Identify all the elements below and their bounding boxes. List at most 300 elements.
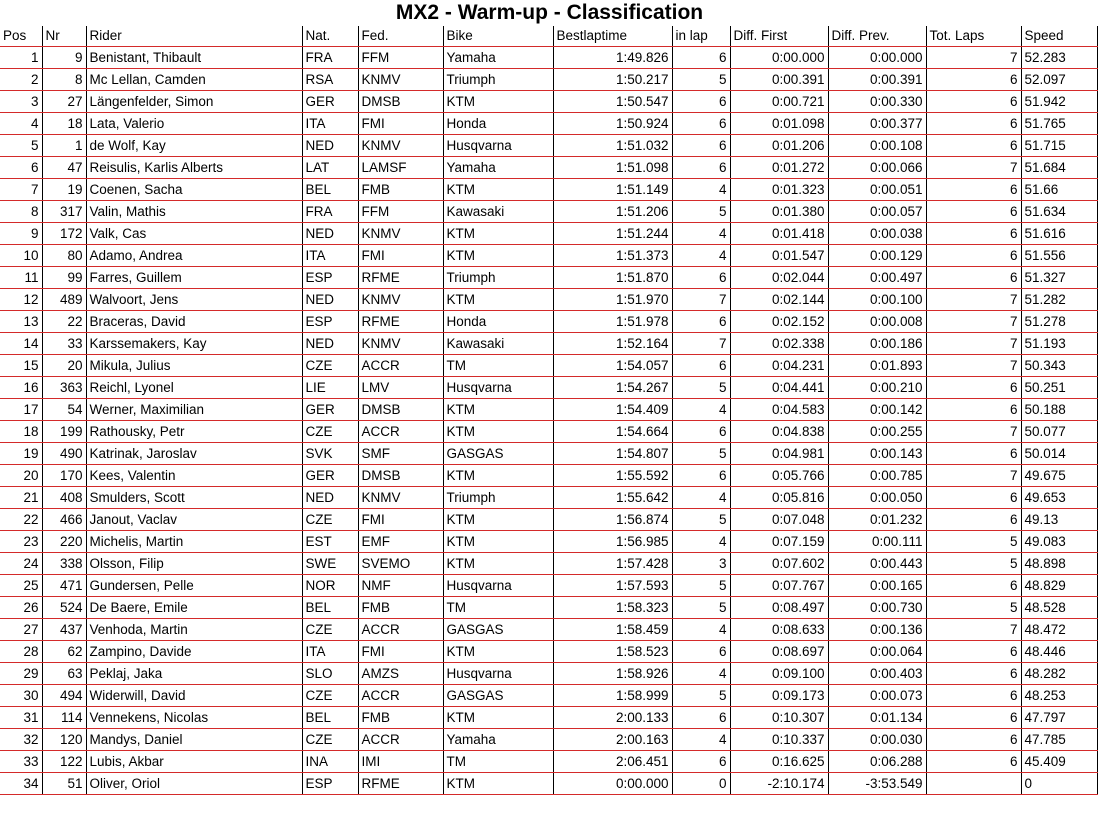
cell-diff-first: 0:02.144 <box>730 289 828 311</box>
cell-speed: 47.797 <box>1021 707 1097 729</box>
cell-pos: 17 <box>0 399 42 421</box>
cell-speed: 51.193 <box>1021 333 1097 355</box>
cell-in-lap: 4 <box>672 531 730 553</box>
cell-fed: NMF <box>358 575 443 597</box>
cell-tot-laps: 6 <box>926 201 1021 223</box>
cell-rider: Rathousky, Petr <box>86 421 302 443</box>
cell-rider: Braceras, David <box>86 311 302 333</box>
table-row <box>0 377 1097 399</box>
cell-bestlaptime: 1:51.032 <box>553 135 672 157</box>
cell-tot-laps: 6 <box>926 751 1021 773</box>
table-row <box>0 685 1097 707</box>
cell-in-lap: 6 <box>672 355 730 377</box>
cell-nr: 63 <box>42 663 86 685</box>
cell-rider: Reisulis, Karlis Alberts <box>86 157 302 179</box>
cell-diff-prev: 0:00.057 <box>828 201 926 223</box>
cell-nr: 18 <box>42 113 86 135</box>
cell-pos: 27 <box>0 619 42 641</box>
cell-nr: 120 <box>42 729 86 751</box>
cell-pos: 31 <box>0 707 42 729</box>
cell-diff-first: 0:10.307 <box>730 707 828 729</box>
cell-rider: Katrinak, Jaroslav <box>86 443 302 465</box>
cell-diff-first: 0:10.337 <box>730 729 828 751</box>
cell-pos: 24 <box>0 553 42 575</box>
cell-bestlaptime: 1:57.428 <box>553 553 672 575</box>
table-row <box>0 179 1097 201</box>
cell-diff-prev: 0:00.785 <box>828 465 926 487</box>
table-row <box>0 223 1097 245</box>
cell-nat: ITA <box>302 245 358 267</box>
cell-diff-first: 0:04.441 <box>730 377 828 399</box>
cell-fed: ACCR <box>358 421 443 443</box>
table-row <box>0 773 1097 795</box>
cell-bestlaptime: 2:00.163 <box>553 729 672 751</box>
cell-tot-laps: 6 <box>926 399 1021 421</box>
cell-bike: KTM <box>443 245 553 267</box>
cell-in-lap: 4 <box>672 245 730 267</box>
cell-speed: 51.765 <box>1021 113 1097 135</box>
cell-diff-first: 0:07.602 <box>730 553 828 575</box>
cell-pos: 18 <box>0 421 42 443</box>
cell-nat: CZE <box>302 619 358 641</box>
cell-rider: Valin, Mathis <box>86 201 302 223</box>
cell-tot-laps: 6 <box>926 685 1021 707</box>
cell-pos: 11 <box>0 267 42 289</box>
cell-tot-laps <box>926 773 1021 795</box>
cell-fed: LAMSF <box>358 157 443 179</box>
cell-rider: Lubis, Akbar <box>86 751 302 773</box>
cell-diff-first: 0:08.633 <box>730 619 828 641</box>
cell-diff-prev: 0:01.232 <box>828 509 926 531</box>
cell-pos: 20 <box>0 465 42 487</box>
cell-nat: FRA <box>302 201 358 223</box>
cell-diff-prev: 0:00.730 <box>828 597 926 619</box>
cell-diff-prev: 0:00.129 <box>828 245 926 267</box>
table-row <box>0 245 1097 267</box>
cell-rider: Venhoda, Martin <box>86 619 302 641</box>
cell-pos: 10 <box>0 245 42 267</box>
cell-bestlaptime: 1:51.149 <box>553 179 672 201</box>
table-row <box>0 663 1097 685</box>
cell-speed: 51.634 <box>1021 201 1097 223</box>
cell-fed: IMI <box>358 751 443 773</box>
cell-diff-prev: 0:00.108 <box>828 135 926 157</box>
cell-nr: 1 <box>42 135 86 157</box>
cell-speed: 51.278 <box>1021 311 1097 333</box>
cell-bike: Triumph <box>443 267 553 289</box>
cell-diff-prev: 0:00.391 <box>828 69 926 91</box>
cell-diff-prev: 0:00.050 <box>828 487 926 509</box>
cell-rider: Olsson, Filip <box>86 553 302 575</box>
table-row <box>0 465 1097 487</box>
cell-tot-laps: 6 <box>926 91 1021 113</box>
cell-speed: 51.684 <box>1021 157 1097 179</box>
cell-nr: 494 <box>42 685 86 707</box>
cell-bestlaptime: 2:00.133 <box>553 707 672 729</box>
cell-fed: FMB <box>358 707 443 729</box>
cell-rider: Kees, Valentin <box>86 465 302 487</box>
cell-diff-prev: 0:00.100 <box>828 289 926 311</box>
cell-bike: Yamaha <box>443 157 553 179</box>
cell-fed: ACCR <box>358 355 443 377</box>
cell-speed: 0 <box>1021 773 1097 795</box>
cell-pos: 21 <box>0 487 42 509</box>
cell-pos: 2 <box>0 69 42 91</box>
cell-nr: 490 <box>42 443 86 465</box>
cell-diff-prev: 0:00.403 <box>828 663 926 685</box>
cell-fed: FFM <box>358 201 443 223</box>
cell-bestlaptime: 1:54.057 <box>553 355 672 377</box>
cell-nr: 54 <box>42 399 86 421</box>
cell-nat: NED <box>302 289 358 311</box>
cell-diff-prev: 0:00.038 <box>828 223 926 245</box>
cell-in-lap: 4 <box>672 223 730 245</box>
cell-speed: 48.282 <box>1021 663 1097 685</box>
cell-diff-first: 0:01.272 <box>730 157 828 179</box>
table-row <box>0 509 1097 531</box>
cell-bestlaptime: 1:57.593 <box>553 575 672 597</box>
cell-nr: 47 <box>42 157 86 179</box>
cell-tot-laps: 6 <box>926 377 1021 399</box>
column-header-nr: Nr <box>42 26 86 47</box>
cell-diff-first: 0:05.816 <box>730 487 828 509</box>
cell-rider: Adamo, Andrea <box>86 245 302 267</box>
cell-bestlaptime: 1:58.926 <box>553 663 672 685</box>
cell-nr: 99 <box>42 267 86 289</box>
cell-diff-first: 0:01.098 <box>730 113 828 135</box>
column-header-rider: Rider <box>86 26 302 47</box>
cell-in-lap: 5 <box>672 685 730 707</box>
cell-rider: de Wolf, Kay <box>86 135 302 157</box>
cell-nr: 22 <box>42 311 86 333</box>
cell-bike: Husqvarna <box>443 575 553 597</box>
cell-nat: CZE <box>302 421 358 443</box>
cell-tot-laps: 6 <box>926 443 1021 465</box>
cell-bestlaptime: 1:51.373 <box>553 245 672 267</box>
cell-bestlaptime: 0:00.000 <box>553 773 672 795</box>
cell-nr: 363 <box>42 377 86 399</box>
cell-in-lap: 4 <box>672 487 730 509</box>
cell-bestlaptime: 1:54.807 <box>553 443 672 465</box>
column-header-bestlaptime: Bestlaptime <box>553 26 672 47</box>
cell-diff-first: 0:01.323 <box>730 179 828 201</box>
cell-tot-laps: 7 <box>926 421 1021 443</box>
column-header-diff-prev: Diff. Prev. <box>828 26 926 47</box>
cell-tot-laps: 7 <box>926 333 1021 355</box>
cell-fed: ACCR <box>358 685 443 707</box>
cell-bike: KTM <box>443 465 553 487</box>
cell-nat: ITA <box>302 113 358 135</box>
cell-bestlaptime: 1:49.826 <box>553 47 672 69</box>
cell-fed: SVEMO <box>358 553 443 575</box>
cell-diff-first: 0:07.767 <box>730 575 828 597</box>
table-row <box>0 553 1097 575</box>
table-row <box>0 289 1097 311</box>
cell-bestlaptime: 1:51.870 <box>553 267 672 289</box>
cell-diff-prev: 0:00.066 <box>828 157 926 179</box>
cell-in-lap: 6 <box>672 311 730 333</box>
cell-diff-first: 0:09.173 <box>730 685 828 707</box>
cell-diff-first: 0:01.418 <box>730 223 828 245</box>
cell-nr: 9 <box>42 47 86 69</box>
cell-bike: Kawasaki <box>443 201 553 223</box>
table-row <box>0 355 1097 377</box>
cell-speed: 50.077 <box>1021 421 1097 443</box>
cell-diff-first: 0:01.547 <box>730 245 828 267</box>
cell-pos: 15 <box>0 355 42 377</box>
cell-speed: 52.097 <box>1021 69 1097 91</box>
cell-bike: KTM <box>443 509 553 531</box>
cell-rider: Peklaj, Jaka <box>86 663 302 685</box>
cell-in-lap: 5 <box>672 377 730 399</box>
cell-speed: 48.829 <box>1021 575 1097 597</box>
cell-pos: 30 <box>0 685 42 707</box>
cell-diff-first: 0:07.048 <box>730 509 828 531</box>
cell-in-lap: 4 <box>672 663 730 685</box>
cell-pos: 8 <box>0 201 42 223</box>
cell-fed: RFME <box>358 773 443 795</box>
cell-rider: Coenen, Sacha <box>86 179 302 201</box>
cell-in-lap: 5 <box>672 201 730 223</box>
cell-in-lap: 6 <box>672 157 730 179</box>
cell-bestlaptime: 1:51.970 <box>553 289 672 311</box>
cell-pos: 22 <box>0 509 42 531</box>
cell-rider: Mandys, Daniel <box>86 729 302 751</box>
cell-diff-first: 0:04.838 <box>730 421 828 443</box>
cell-rider: Mc Lellan, Camden <box>86 69 302 91</box>
cell-fed: RFME <box>358 267 443 289</box>
cell-diff-prev: 0:06.288 <box>828 751 926 773</box>
cell-rider: Gundersen, Pelle <box>86 575 302 597</box>
cell-diff-prev: 0:00.377 <box>828 113 926 135</box>
cell-bestlaptime: 1:58.459 <box>553 619 672 641</box>
cell-fed: RFME <box>358 311 443 333</box>
table-row <box>0 267 1097 289</box>
cell-bike: Triumph <box>443 487 553 509</box>
cell-pos: 34 <box>0 773 42 795</box>
cell-fed: FFM <box>358 47 443 69</box>
cell-diff-first: 0:08.497 <box>730 597 828 619</box>
cell-bestlaptime: 1:58.999 <box>553 685 672 707</box>
cell-pos: 4 <box>0 113 42 135</box>
table-row <box>0 531 1097 553</box>
cell-tot-laps: 5 <box>926 553 1021 575</box>
cell-bike: GASGAS <box>443 619 553 641</box>
cell-bike: TM <box>443 355 553 377</box>
cell-diff-first: 0:02.152 <box>730 311 828 333</box>
cell-nat: CZE <box>302 685 358 707</box>
cell-fed: FMI <box>358 245 443 267</box>
cell-bike: TM <box>443 751 553 773</box>
cell-nr: 437 <box>42 619 86 641</box>
classification-table <box>0 26 1098 795</box>
cell-pos: 32 <box>0 729 42 751</box>
column-header-nat: Nat. <box>302 26 358 47</box>
cell-speed: 48.253 <box>1021 685 1097 707</box>
cell-tot-laps: 6 <box>926 245 1021 267</box>
table-body <box>0 47 1097 795</box>
cell-bike: Yamaha <box>443 729 553 751</box>
cell-bestlaptime: 1:55.592 <box>553 465 672 487</box>
cell-nat: SVK <box>302 443 358 465</box>
cell-tot-laps: 6 <box>926 487 1021 509</box>
cell-fed: ACCR <box>358 619 443 641</box>
cell-tot-laps: 5 <box>926 597 1021 619</box>
cell-speed: 48.528 <box>1021 597 1097 619</box>
cell-bestlaptime: 2:06.451 <box>553 751 672 773</box>
cell-nr: 172 <box>42 223 86 245</box>
cell-rider: Walvoort, Jens <box>86 289 302 311</box>
table-row <box>0 597 1097 619</box>
cell-nat: NED <box>302 487 358 509</box>
cell-fed: DMSB <box>358 465 443 487</box>
cell-nr: 471 <box>42 575 86 597</box>
cell-rider: Widerwill, David <box>86 685 302 707</box>
cell-pos: 28 <box>0 641 42 663</box>
cell-rider: Valk, Cas <box>86 223 302 245</box>
cell-nat: SWE <box>302 553 358 575</box>
cell-bestlaptime: 1:58.523 <box>553 641 672 663</box>
table-row <box>0 201 1097 223</box>
cell-nr: 524 <box>42 597 86 619</box>
cell-tot-laps: 6 <box>926 267 1021 289</box>
cell-pos: 33 <box>0 751 42 773</box>
table-row <box>0 707 1097 729</box>
cell-diff-prev: 0:00.142 <box>828 399 926 421</box>
cell-speed: 50.343 <box>1021 355 1097 377</box>
cell-tot-laps: 6 <box>926 135 1021 157</box>
cell-speed: 49.675 <box>1021 465 1097 487</box>
cell-bike: KTM <box>443 399 553 421</box>
cell-rider: Michelis, Martin <box>86 531 302 553</box>
table-row <box>0 69 1097 91</box>
cell-nr: 122 <box>42 751 86 773</box>
cell-nat: INA <box>302 751 358 773</box>
cell-nat: BEL <box>302 707 358 729</box>
cell-fed: KNMV <box>358 289 443 311</box>
cell-fed: DMSB <box>358 399 443 421</box>
cell-fed: DMSB <box>358 91 443 113</box>
cell-bike: KTM <box>443 289 553 311</box>
cell-speed: 50.014 <box>1021 443 1097 465</box>
cell-nr: 62 <box>42 641 86 663</box>
cell-nat: ESP <box>302 267 358 289</box>
cell-diff-prev: 0:00.111 <box>828 531 926 553</box>
cell-nat: NED <box>302 333 358 355</box>
cell-bike: Husqvarna <box>443 377 553 399</box>
cell-tot-laps: 7 <box>926 465 1021 487</box>
cell-nr: 170 <box>42 465 86 487</box>
cell-rider: Oliver, Oriol <box>86 773 302 795</box>
cell-bestlaptime: 1:51.244 <box>553 223 672 245</box>
cell-nr: 33 <box>42 333 86 355</box>
cell-speed: 51.282 <box>1021 289 1097 311</box>
cell-diff-first: 0:09.100 <box>730 663 828 685</box>
cell-in-lap: 5 <box>672 509 730 531</box>
cell-in-lap: 6 <box>672 707 730 729</box>
cell-in-lap: 3 <box>672 553 730 575</box>
cell-pos: 13 <box>0 311 42 333</box>
cell-tot-laps: 6 <box>926 707 1021 729</box>
cell-bike: KTM <box>443 91 553 113</box>
cell-nat: ESP <box>302 773 358 795</box>
table-row <box>0 135 1097 157</box>
cell-pos: 12 <box>0 289 42 311</box>
cell-diff-first: 0:01.206 <box>730 135 828 157</box>
cell-in-lap: 5 <box>672 69 730 91</box>
cell-tot-laps: 6 <box>926 575 1021 597</box>
cell-pos: 23 <box>0 531 42 553</box>
cell-nr: 51 <box>42 773 86 795</box>
cell-tot-laps: 6 <box>926 729 1021 751</box>
cell-tot-laps: 7 <box>926 289 1021 311</box>
table-row <box>0 619 1097 641</box>
cell-fed: FMB <box>358 179 443 201</box>
cell-speed: 50.188 <box>1021 399 1097 421</box>
cell-pos: 5 <box>0 135 42 157</box>
cell-speed: 45.409 <box>1021 751 1097 773</box>
cell-rider: Janout, Vaclav <box>86 509 302 531</box>
cell-bestlaptime: 1:54.409 <box>553 399 672 421</box>
cell-bestlaptime: 1:56.985 <box>553 531 672 553</box>
cell-nr: 338 <box>42 553 86 575</box>
cell-tot-laps: 6 <box>926 509 1021 531</box>
cell-bike: Husqvarna <box>443 663 553 685</box>
cell-tot-laps: 6 <box>926 223 1021 245</box>
cell-nat: CZE <box>302 729 358 751</box>
cell-bike: Honda <box>443 113 553 135</box>
cell-bike: Triumph <box>443 69 553 91</box>
cell-in-lap: 6 <box>672 267 730 289</box>
cell-fed: SMF <box>358 443 443 465</box>
cell-rider: Lata, Valerio <box>86 113 302 135</box>
cell-diff-prev: 0:00.165 <box>828 575 926 597</box>
cell-fed: KNMV <box>358 333 443 355</box>
cell-diff-first: -2:10.174 <box>730 773 828 795</box>
cell-speed: 51.66 <box>1021 179 1097 201</box>
table-row <box>0 399 1097 421</box>
cell-pos: 3 <box>0 91 42 113</box>
cell-in-lap: 6 <box>672 91 730 113</box>
cell-nr: 408 <box>42 487 86 509</box>
cell-pos: 26 <box>0 597 42 619</box>
table-row <box>0 421 1097 443</box>
cell-pos: 7 <box>0 179 42 201</box>
cell-nr: 114 <box>42 707 86 729</box>
cell-speed: 51.715 <box>1021 135 1097 157</box>
cell-diff-first: 0:02.044 <box>730 267 828 289</box>
cell-nat: GER <box>302 91 358 113</box>
cell-bestlaptime: 1:54.267 <box>553 377 672 399</box>
cell-diff-prev: 0:00.330 <box>828 91 926 113</box>
cell-tot-laps: 6 <box>926 663 1021 685</box>
cell-fed: KNMV <box>358 69 443 91</box>
cell-nat: ITA <box>302 641 358 663</box>
cell-nr: 199 <box>42 421 86 443</box>
cell-bestlaptime: 1:52.164 <box>553 333 672 355</box>
cell-bike: KTM <box>443 179 553 201</box>
cell-diff-first: 0:00.000 <box>730 47 828 69</box>
cell-pos: 19 <box>0 443 42 465</box>
cell-speed: 48.446 <box>1021 641 1097 663</box>
table-row <box>0 311 1097 333</box>
cell-pos: 1 <box>0 47 42 69</box>
cell-tot-laps: 6 <box>926 641 1021 663</box>
column-header-diff-first: Diff. First <box>730 26 828 47</box>
cell-diff-prev: 0:00.051 <box>828 179 926 201</box>
cell-fed: FMI <box>358 641 443 663</box>
cell-nat: BEL <box>302 179 358 201</box>
